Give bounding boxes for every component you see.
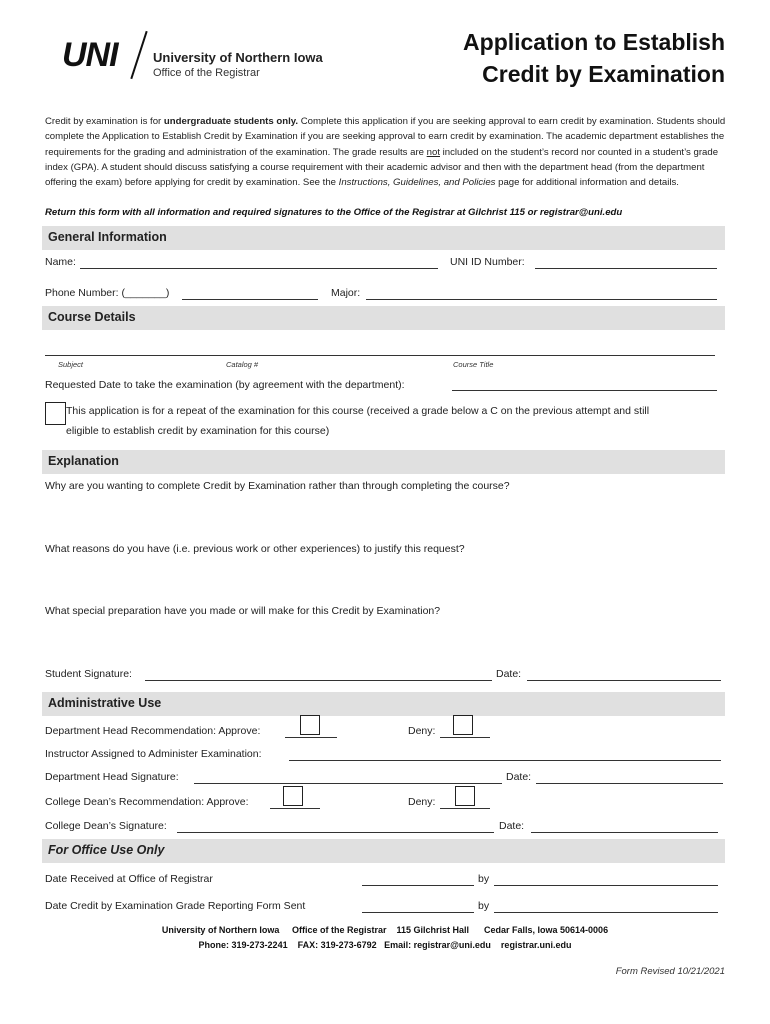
form-title-line2: Credit by Examination: [482, 61, 725, 87]
dean-signature-label: College Dean’s Signature:: [45, 820, 167, 832]
section-heading: General Information: [48, 230, 167, 244]
credit-form-sent-field[interactable]: [362, 912, 474, 913]
dept-date-field[interactable]: [536, 783, 723, 784]
major-label: Major:: [331, 287, 361, 299]
credit-form-sent-label: Date Credit by Examination Grade Reporting Form Sent: [45, 900, 306, 912]
uni-logo-mark: UNI: [62, 36, 118, 74]
student-date-field[interactable]: [527, 680, 721, 681]
uni-id-field[interactable]: [535, 268, 717, 269]
section-heading: For Office Use Only: [48, 843, 165, 857]
section-explanation: [42, 450, 725, 474]
intro-text-1: Credit by examination is for: [45, 116, 164, 127]
dean-approve-checkbox[interactable]: [283, 786, 303, 806]
dean-approve-line: [270, 808, 320, 809]
sent-by-field[interactable]: [494, 912, 718, 913]
dept-recommendation-label: Department Head Recommendation: Approve:: [45, 725, 261, 737]
dean-date-field[interactable]: [531, 832, 718, 833]
received-by-field[interactable]: [494, 885, 718, 886]
dean-recommendation-label: College Dean’s Recommendation: Approve:: [45, 796, 249, 808]
dept-deny-label: Deny:: [408, 725, 436, 737]
repeat-label-line2: eligible to establish credit by examination for this course): [66, 425, 330, 437]
name-label: Name:: [45, 256, 76, 268]
course-title-label: Course Title: [453, 360, 494, 369]
section-heading: Explanation: [48, 454, 119, 468]
question-why: Why are you wanting to complete Credit by Examination rather than through completing the course?: [45, 480, 510, 492]
question-reasons: What reasons do you have (i.e. previous work or other experiences) to justify this request?: [45, 543, 465, 555]
dept-signature-field[interactable]: [194, 783, 502, 784]
subject-label: Subject: [58, 360, 84, 369]
dept-signature-label: Department Head Signature:: [45, 771, 179, 783]
course-details-field[interactable]: [45, 355, 715, 356]
intro-text-2: Complete this application if you are seeking approval to earn credit by examination. Students should complete the Application to Establish Credit by Examination if you are seeking approval to earn credit by examination. The academic department establishes the requirements for the grading and administration of the examination. The grade results are: [45, 116, 726, 158]
footer-contact: Phone: 319-273-2241 FAX: 319-273-6792 Email: registrar@uni.edu registrar.uni.edu: [198, 940, 572, 950]
repeat-label-line1: This application is for a repeat of the examination for this course (received a grade below a C on the previous attempt and still: [66, 405, 650, 417]
sent-by-label: by: [478, 900, 490, 912]
logo-divider: [130, 31, 147, 79]
return-note: Return this form with all information and required signatures to the Office of the Registrar at Gilchrist 115 or registrar@uni.edu: [45, 207, 623, 218]
dean-signature-field[interactable]: [177, 832, 494, 833]
section-office-use: [42, 839, 725, 863]
dean-deny-checkbox[interactable]: [455, 786, 475, 806]
section-heading: Course Details: [48, 310, 136, 324]
form-title: [463, 26, 725, 90]
dept-deny-line: [440, 737, 490, 738]
intro-bold: undergraduate students only.: [163, 116, 299, 127]
question-preparation: What special preparation have you made or will make for this Credit by Examination?: [45, 605, 441, 617]
section-administrative-use: [42, 692, 725, 716]
catalog-label: Catalog #: [226, 360, 259, 369]
date-received-field[interactable]: [362, 885, 474, 886]
instructor-field[interactable]: [289, 760, 721, 761]
section-general-information: [42, 226, 725, 250]
student-signature-label: Student Signature:: [45, 668, 132, 680]
date-received-label: Date Received at Office of Registrar: [45, 873, 213, 885]
received-by-label: by: [478, 873, 490, 885]
name-field[interactable]: [80, 268, 438, 269]
intro-underline: not: [426, 146, 440, 158]
dept-approve-checkbox[interactable]: [300, 715, 320, 735]
repeat-checkbox[interactable]: [45, 402, 66, 425]
form-title-line1: Application to Establish: [463, 29, 725, 55]
dean-date-label: Date:: [499, 820, 525, 832]
dept-approve-line: [285, 737, 337, 738]
dean-deny-line: [440, 808, 490, 809]
requested-date-label: Requested Date to take the examination (by agreement with the department):: [45, 379, 405, 391]
phone-field[interactable]: [182, 299, 318, 300]
phone-label: Phone Number: (_______): [45, 287, 170, 299]
requested-date-field[interactable]: [452, 390, 717, 391]
intro-text-4: page for additional information and details.: [495, 177, 679, 189]
footer-address: University of Northern Iowa Office of the Registrar 115 Gilchrist Hall Cedar Falls, Iowa 50614-0006: [161, 925, 609, 935]
section-course-details: [42, 306, 725, 330]
major-field[interactable]: [366, 299, 717, 300]
form-revised-date: Form Revised 10/21/2021: [615, 966, 725, 977]
intro-paragraph: [45, 114, 730, 190]
dept-date-label: Date:: [506, 771, 532, 783]
student-date-label: Date:: [496, 668, 522, 680]
student-signature-field[interactable]: [145, 680, 492, 681]
intro-text-3: included on the student’s record nor counted in a student’s grade index (GPA). A student should discuss satisfying a course requirement with their academic advisor and then with the department head (from the department offering the exam) before applying for credit by examination. See the: [45, 146, 719, 189]
instructor-label: Instructor Assigned to Administer Examination:: [45, 748, 262, 760]
dept-deny-checkbox[interactable]: [453, 715, 473, 735]
intro-italic: Instructions, Guidelines, and Policies: [338, 177, 496, 189]
uni-id-label: UNI ID Number:: [450, 256, 525, 268]
logo-office-name: Office of the Registrar: [153, 67, 260, 79]
logo-university-name: University of Northern Iowa: [153, 50, 323, 65]
section-heading: Administrative Use: [48, 696, 162, 710]
dean-deny-label: Deny:: [408, 796, 436, 808]
